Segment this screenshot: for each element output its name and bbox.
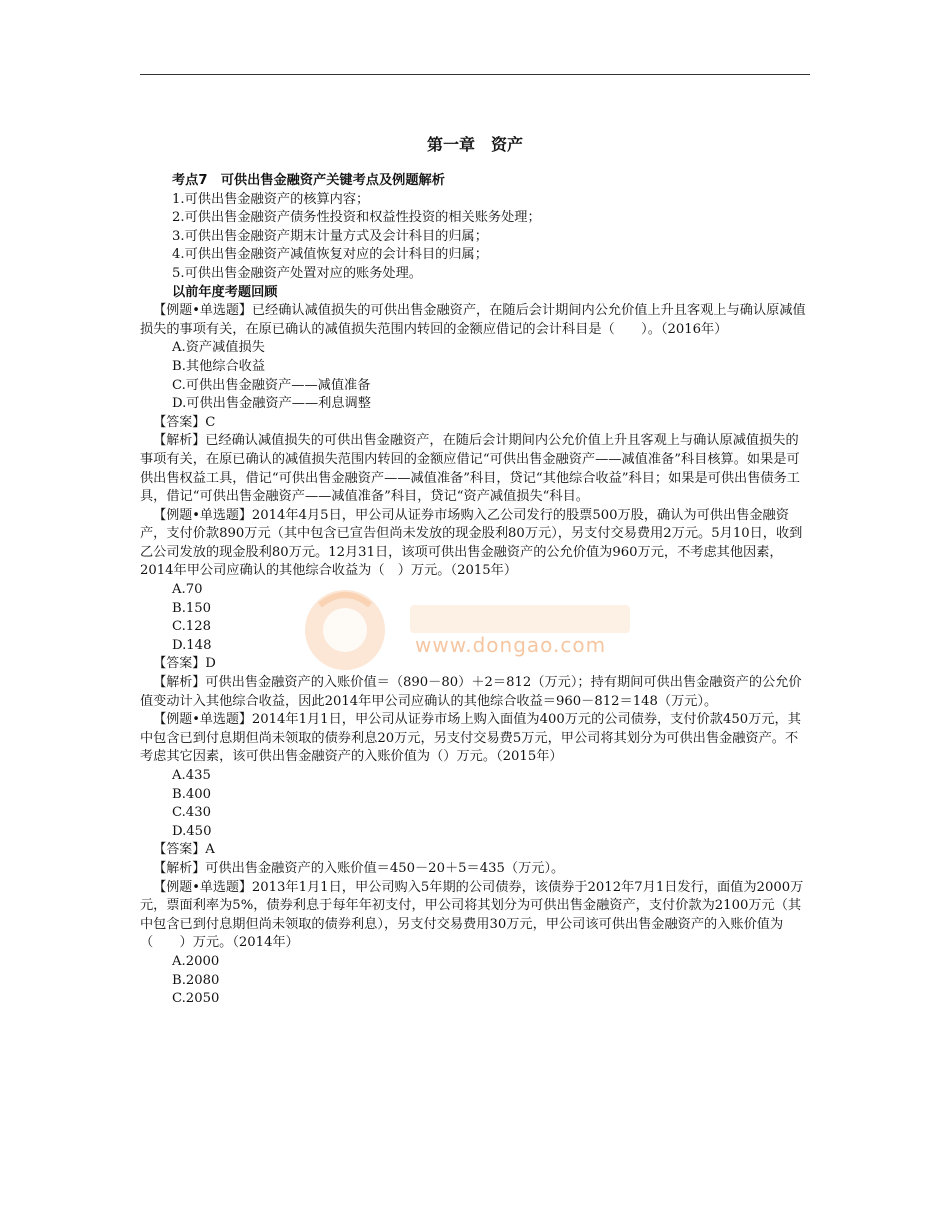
answer-tag: 【答案】 bbox=[153, 414, 206, 430]
header-rule bbox=[140, 74, 810, 75]
review-heading: 以前年度考题回顾 bbox=[172, 284, 278, 300]
answer-2 bbox=[140, 655, 810, 674]
option: C.430 bbox=[172, 805, 211, 821]
analysis-tag: 【解析】 bbox=[153, 675, 206, 691]
point-4: 4.可供出售金融资产减值恢复对应的会计科目的归属； bbox=[172, 247, 488, 263]
analysis-2 bbox=[140, 674, 810, 711]
question-text: 2013年1月1日，甲公司购入5年期的公司债券，该债券于2012年7月1日发行，面值为2000万元，票面利率为5%，债券利息于每年年初支付，甲公司将其划分为可供出售金融资产，支付价款为2100万元（其中包含已到付息期但尚未领取的债券利息），另支付交易费用30万元，甲公司该可供出售金融资产的入账价值为（ ）万元。（2014年） bbox=[140, 879, 804, 951]
option: C.可供出售金融资产——减值准备 bbox=[172, 377, 371, 393]
option: D.148 bbox=[172, 637, 212, 653]
question-text: 已经确认减值损失的可供出售金融资产，在随后会计期间内公允价值上升且客观上与确认原减值损失的事项有关，在原已确认的减值损失范围内转回的金额应借记的会计科目是（ ）。（2016年） bbox=[140, 303, 806, 337]
option: B.150 bbox=[172, 600, 212, 616]
chapter-title: 第一章 资产 bbox=[426, 135, 523, 154]
point-3: 3.可供出售金融资产期末计量方式及会计科目的归属； bbox=[172, 228, 488, 244]
answer-tag: 【答案】 bbox=[153, 656, 206, 672]
option: A.2000 bbox=[172, 953, 220, 969]
question-text: 2014年1月1日，甲公司从证券市场上购入面值为400万元的公司债券，支付价款450万元，其中包含已到付息期但尚未领取的债券利息20万元，另支付交易费5万元，甲公司将其划分为可供出售金融资产。不考虑其它因素，该可供出售金融资产的入账价值为（）万元。（2015年） bbox=[140, 712, 801, 765]
point-5: 5.可供出售金融资产处置对应的账务处理。 bbox=[172, 265, 422, 281]
analysis-3 bbox=[140, 860, 810, 879]
answer-value: C bbox=[205, 414, 216, 430]
option: D.450 bbox=[172, 823, 212, 839]
option: B.2080 bbox=[172, 972, 220, 988]
option: A.资产减值损失 bbox=[172, 340, 265, 356]
question-4 bbox=[140, 879, 810, 953]
option: B.400 bbox=[172, 786, 212, 802]
analysis-1 bbox=[140, 432, 810, 506]
question-1 bbox=[140, 302, 810, 339]
analysis-tag: 【解析】 bbox=[153, 860, 206, 876]
analysis-tag: 【解析】 bbox=[153, 433, 206, 449]
answer-1 bbox=[140, 414, 810, 433]
option: D.可供出售金融资产——利息调整 bbox=[172, 396, 371, 412]
question-3 bbox=[140, 711, 810, 767]
point-1: 1.可供出售金融资产的核算内容； bbox=[172, 191, 370, 207]
analysis-text: 可供出售金融资产的入账价值＝450－20＋5＝435（万元）。 bbox=[205, 860, 565, 876]
question-tag: 【例题•单选题】 bbox=[153, 712, 252, 728]
option: A.435 bbox=[172, 768, 211, 783]
document-body bbox=[140, 172, 810, 1009]
answer-tag: 【答案】 bbox=[153, 842, 206, 858]
option: C.128 bbox=[172, 619, 211, 635]
watermark-url: www.dongao.com bbox=[415, 633, 607, 657]
question-tag: 【例题•单选题】 bbox=[153, 303, 252, 319]
point-2: 2.可供出售金融资产债务性投资和权益性投资的相关账务处理； bbox=[172, 210, 541, 226]
analysis-text: 可供出售金融资产的入账价值＝（890－80）＋2＝812（万元）；持有期间可供出售金融资产的公允价值变动计入其他综合收益，因此2014年甲公司应确认的其他综合收益＝960－812＝148（万元）。 bbox=[140, 675, 802, 709]
question-2 bbox=[140, 507, 810, 581]
option: C.2050 bbox=[172, 991, 220, 1007]
question-text: 2014年4月5日，甲公司从证券市场购入乙公司发行的股票500万股，确认为可供出售金融资产，支付价款890万元（其中包含已宣告但尚未发放的现金股利80万元），另支付交易费用2万元。5月10日，收到乙公司发放的现金股利80万元。12月31日，该项可供出售金融资产的公允价值为960万元，不考虑其他因素，2014年甲公司应确认的其他综合收益为（ ）万元。（2015年） bbox=[140, 507, 803, 579]
option: B.其他综合收益 bbox=[172, 358, 266, 374]
question-tag: 【例题•单选题】 bbox=[153, 507, 252, 523]
answer-3 bbox=[140, 841, 810, 860]
answer-value: D bbox=[205, 656, 216, 672]
option: A.70 bbox=[172, 582, 203, 598]
answer-value: A bbox=[205, 842, 215, 858]
analysis-text: 已经确认减值损失的可供出售金融资产，在随后会计期间内公允价值上升且客观上与确认原减值损失的事项有关，在原已确认的减值损失范围内转回的金额应借记“可供出售金融资产——减值准备”科目核算。如果是可供出售权益工具，借记“可供出售金融资产——减值准备”科目，贷记“其他综合收益”科目；如果是可供出售债务工具，借记“可供出售金融资产——减值准备”科目，贷记“资产减值损失“科目。 bbox=[140, 433, 800, 505]
question-tag: 【例题•单选题】 bbox=[153, 879, 252, 895]
section-title: 考点7 可供出售金融资产关键考点及例题解析 bbox=[172, 173, 445, 188]
